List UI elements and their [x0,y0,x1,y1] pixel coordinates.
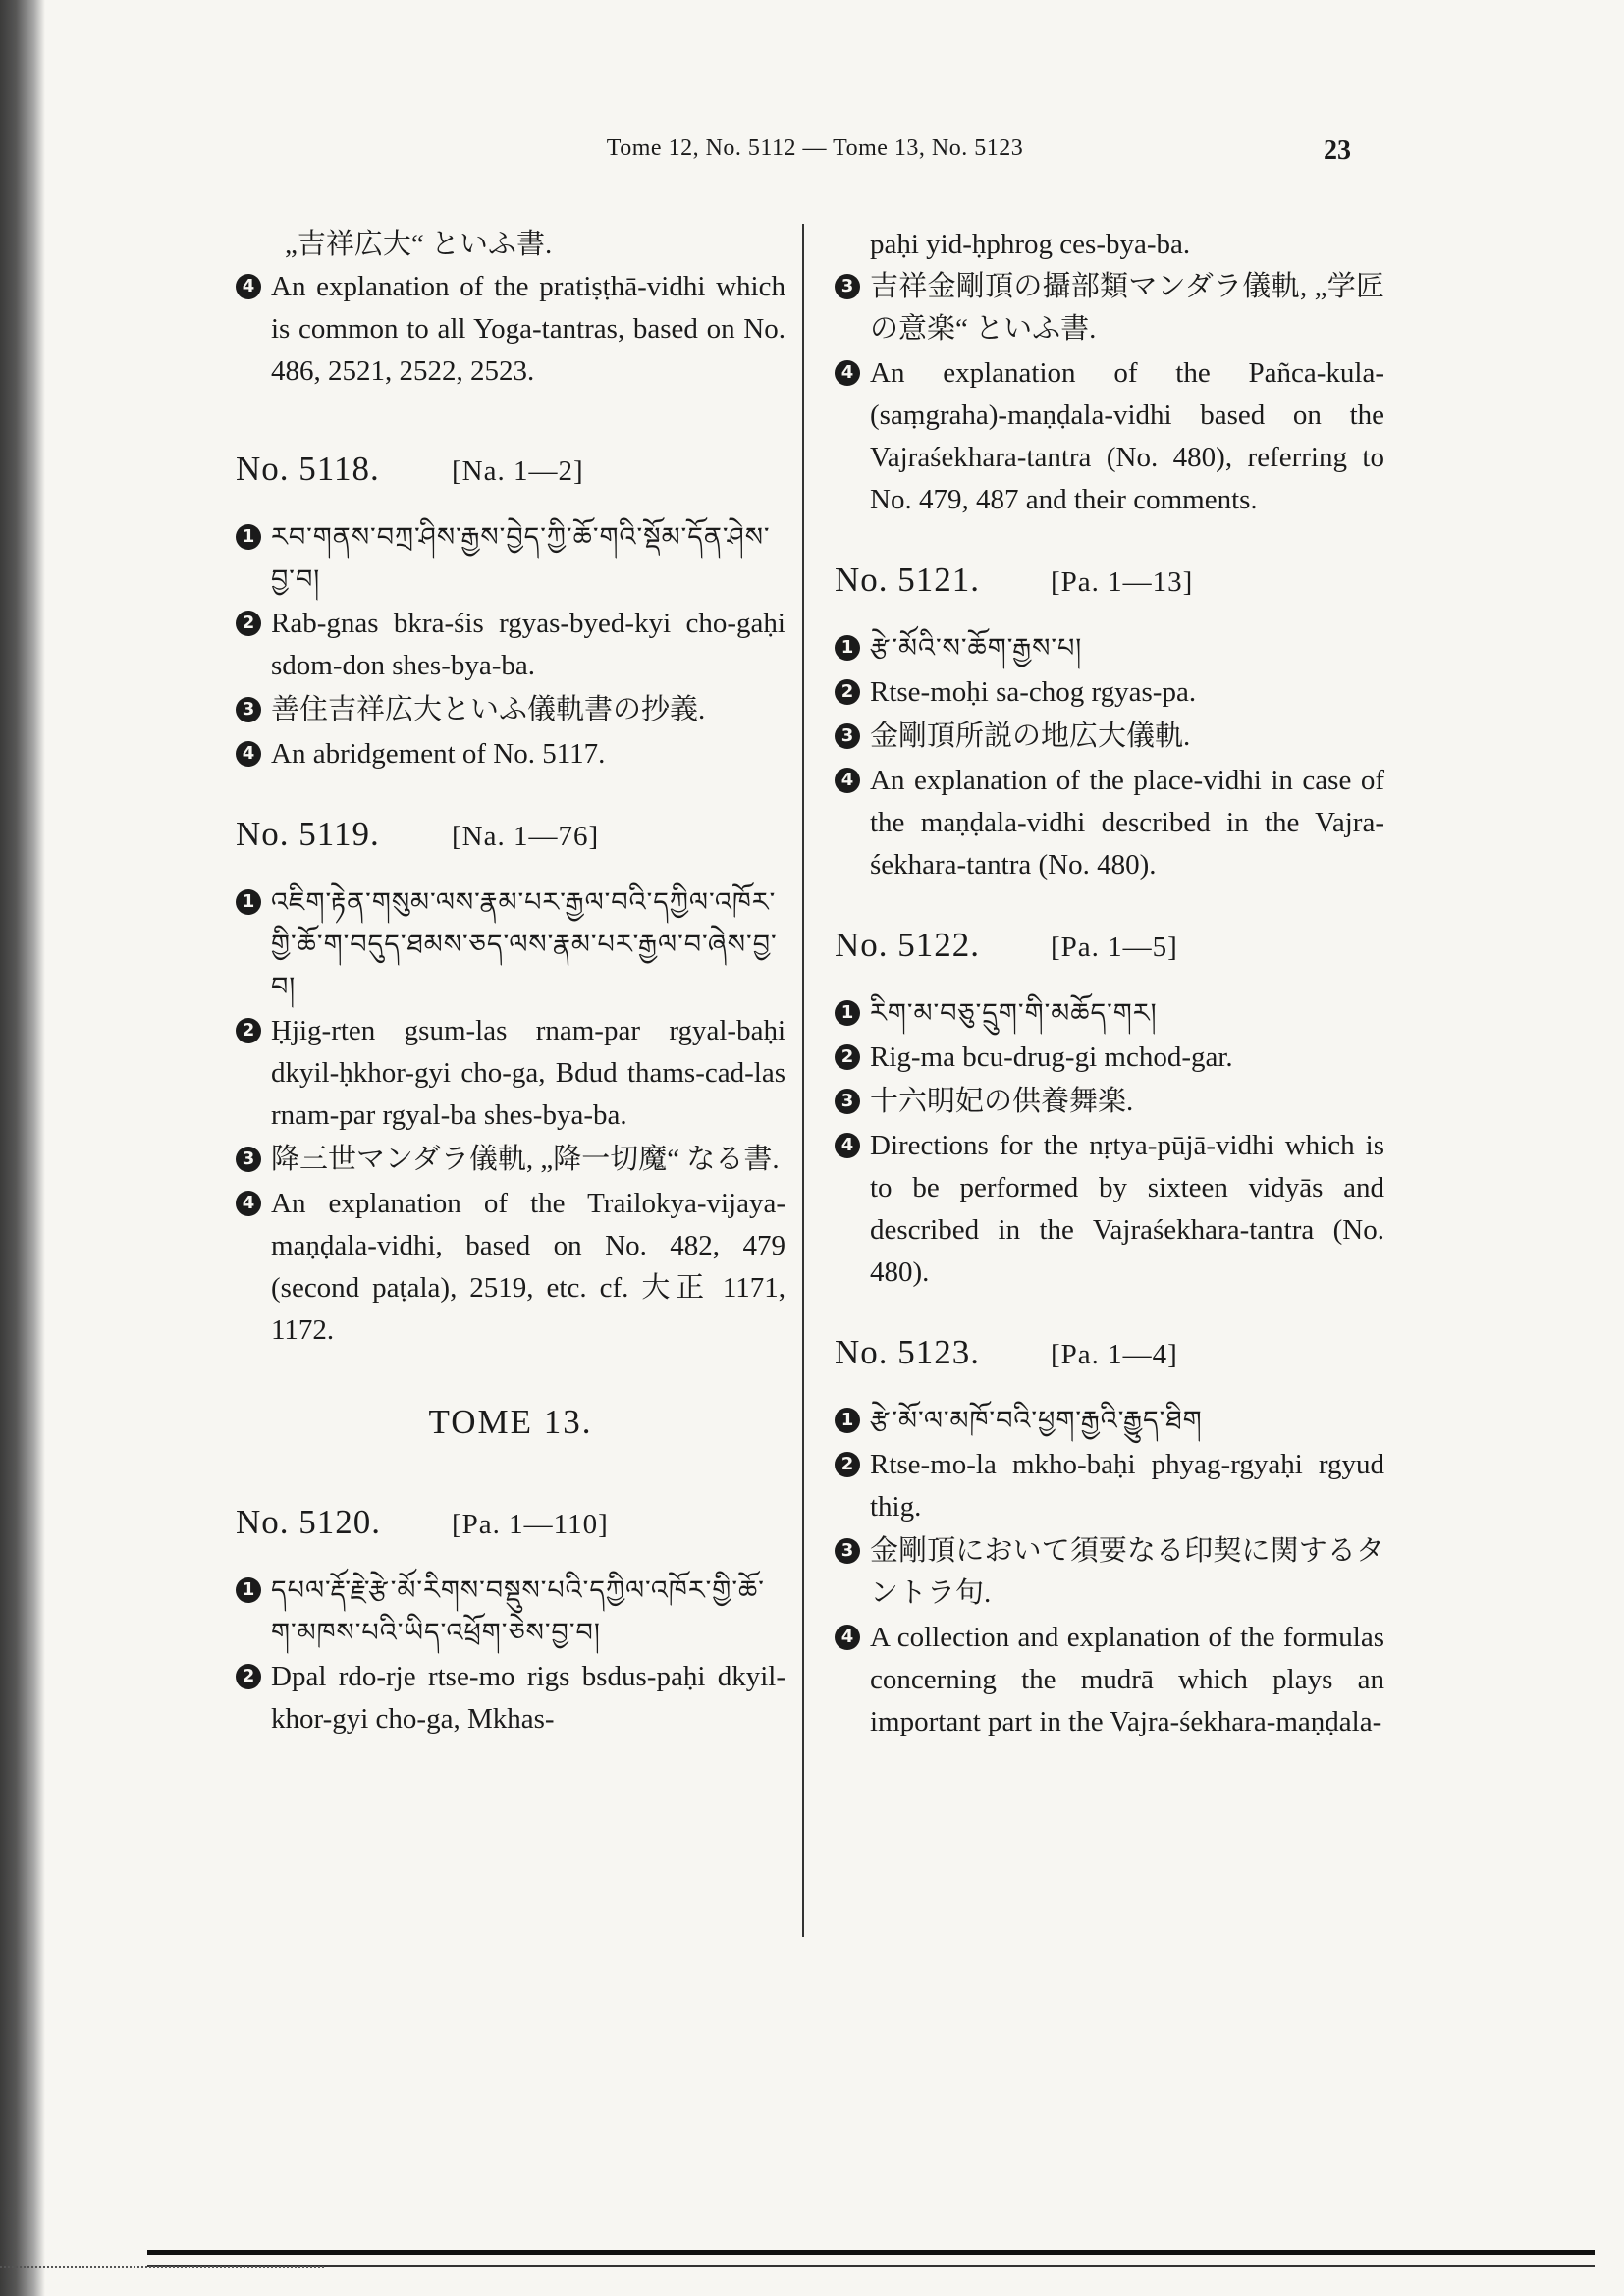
english-description: An explanation of the Pañca-kula-(saṃgraha)-maṇḍala-vidhi based on the Vajraśekhara-tantra (No. 480), referring to No. 479, 487 and their comments. [870,357,1384,515]
entry-reference: [Na. 1—76] [452,821,600,852]
marker-3: 3 [835,274,860,299]
tibetan-title: དཔལ་རྡོ་རྗེ་རྩེ་མོ་རིགས་བསྡུས་པའི་དཀྱིལ་འཁོར་གྱི་ཆོ་ག་མཁས་པའི་ཡིད་འཕྲོག་ཅེས་བྱ་བ། [271,1575,765,1648]
japanese-title: 金剛頂所説の地広大儀軌. [870,721,1191,752]
entry-reference: [Pa. 1—13] [1051,566,1194,598]
japanese-title: 十六明妃の供養舞楽. [870,1086,1134,1117]
list-item [835,760,1384,886]
list-item [835,1125,1384,1294]
romanized-title: Dpal rdo-rje rtse-mo rigs bsdus-paḥi dkyil-khor-gyi cho-ga, Mkhas- [271,1661,785,1735]
marker-1: 1 [236,1577,261,1603]
entry-title [835,561,1384,600]
marker-2: 2 [236,1664,261,1689]
left-column [236,224,785,1780]
list-item [236,1656,785,1740]
tome-heading: TOME 13. [428,1403,593,1441]
marker-4: 4 [835,768,860,793]
entry-number: No. 5121. [835,561,981,599]
entry-5119 [236,815,785,1352]
entry-title [835,926,1384,965]
entry-number: No. 5122. [835,926,981,964]
english-description: An abridgement of No. 5117. [271,738,606,770]
entry-reference: [Pa. 1—110] [452,1509,609,1540]
tibetan-title: རིག་མ་བཅུ་དྲུག་གི་མཆོད་གར། [870,998,1158,1029]
list-item [835,992,1384,1035]
entry-5118 [236,450,785,775]
marker-1: 1 [236,889,261,915]
entry-title [236,450,785,489]
romanized-title: Rig-ma bcu-drug-gi mchod-gar. [870,1041,1233,1073]
entry-title [236,1503,785,1542]
marker-4: 4 [236,741,261,767]
marker-3: 3 [236,1147,261,1172]
japanese-title: 降三世マンダラ儀軌, „降一切魔“ なる書. [271,1144,780,1175]
list-item [835,716,1384,758]
column-divider [802,224,804,1937]
tibetan-title: རྩེ་མོའི་ས་ཆོག་རྒྱས་པ། [870,633,1083,664]
entry-5120-continued [835,224,1384,521]
marker-3: 3 [236,697,261,722]
marker-1: 1 [835,1408,860,1433]
list-item [236,881,785,1008]
list-item [236,266,785,393]
entry-number: No. 5123. [835,1333,981,1371]
english-description: Directions for the nṛtya-pūjā-vidhi which is to be performed by sixteen vidyās and described in the Vajraśekhara-tantra (No. 480). [870,1130,1384,1288]
japanese-title: 善住吉祥広大といふ儀軌書の抄義. [271,694,706,725]
romanized-title: Rtse-mo-la mkho-baḥi phyag-rgyaḥi rgyud thig. [870,1449,1384,1522]
list-item [835,352,1384,521]
english-description: An explanation of the place-vidhi in case of the maṇḍala-vidhi described in the Vajra-śekhara-tantra (No. 480). [870,765,1384,881]
entry-title [835,1333,1384,1372]
marker-4: 4 [236,1191,261,1216]
entry-5123 [835,1333,1384,1743]
japanese-title: 吉祥金剛頂の攝部類マンダラ儀軌, „学匠の意楽“ といふ書. [870,271,1384,345]
bottom-dotted-rule [0,2266,324,2268]
list-item [835,671,1384,714]
entry-5120 [236,1503,785,1740]
marker-1: 1 [835,1000,860,1026]
entry-number: No. 5118. [236,450,380,488]
continuation-japanese: „吉祥広大“ といふ書. [285,229,553,260]
list-item [835,1400,1384,1442]
marker-3: 3 [835,723,860,749]
list-item [835,1081,1384,1123]
tibetan-title: འཇིག་རྟེན་གསུམ་ལས་རྣམ་པར་རྒྱལ་བའི་དཀྱིལ་འཁོར་གྱི་ཆོ་ག་བདུད་ཐམས་ཅད་ལས་རྣམ་པར་རྒྱལ་བ་ཞེས་བྱ་བ། [271,887,778,1002]
entry-reference: [Pa. 1—5] [1051,932,1178,963]
marker-3: 3 [835,1538,860,1564]
list-item [236,1570,785,1654]
marker-2: 2 [835,1452,860,1477]
list-item [236,689,785,731]
list-item [236,1183,785,1352]
scan-edge-shadow [0,0,45,2296]
marker-2: 2 [236,1018,261,1043]
english-description: A collection and explanation of the formulas concerning the mudrā which plays an important part in the Vajra-śekhara-maṇḍala- [870,1622,1384,1737]
list-item [835,627,1384,669]
list-item [236,1010,785,1137]
romanized-title: Ḥjig-rten gsum-las rnam-par rgyal-baḥi dkyil-ḥkhor-gyi cho-ga, Bdud thams-cad-las rnam-par rgyal-ba shes-bya-ba. [271,1015,785,1131]
tibetan-title: རབ་གནས་བཀྲ་ཤིས་རྒྱས་བྱེད་ཀྱི་ཆོ་གའི་སྡོམ་དོན་ཤེས་བྱ་བ། [271,522,771,595]
entry-number: No. 5120. [236,1503,382,1541]
marker-2: 2 [835,679,860,705]
running-header: Tome 12, No. 5112 — Tome 13, No. 5123 [606,135,1024,161]
marker-1: 1 [835,635,860,661]
list-item [835,1037,1384,1079]
page-number: 23 [1324,135,1351,166]
marker-2: 2 [236,611,261,636]
list-item [236,516,785,601]
entry-5121 [835,561,1384,886]
entry-reference: [Na. 1—2] [452,455,584,487]
list-item [236,603,785,687]
list-item [835,266,1384,350]
marker-3: 3 [835,1089,860,1114]
romanized-title-continued: paḥi yid-ḥphrog ces-bya-ba. [870,229,1191,260]
continuation-english: An explanation of the pratiṣṭhā-vidhi which is common to all Yoga-tantras, based on No. 486, 2521, 2522, 2523. [271,271,785,387]
list-item [236,1139,785,1181]
marker-1: 1 [236,524,261,550]
entry-5122 [835,926,1384,1294]
marker-4: 4 [835,1625,860,1650]
entry-reference: [Pa. 1—4] [1051,1339,1178,1370]
tibetan-title: རྩེ་མོ་ལ་མཁོ་བའི་ཕྱག་རྒྱའི་རྒྱུད་ཐིག [870,1406,1203,1436]
entry-number: No. 5119. [236,815,380,853]
entry-title [236,815,785,854]
romanized-title: Rtse-moḥi sa-chog rgyas-pa. [870,676,1197,708]
list-item [236,733,785,775]
list-item [835,1617,1384,1743]
right-column [835,224,1384,1783]
marker-2: 2 [835,1044,860,1070]
list-item [835,1530,1384,1615]
english-description: An explanation of the Trailokya-vijaya-maṇḍala-vidhi, based on No. 482, 479 (second paṭala), 2519, etc. cf. 大正 1171, 1172. [271,1188,785,1346]
romanized-title: Rab-gnas bkra-śis rgyas-byed-kyi cho-gaḥi sdom-don shes-bya-ba. [271,608,785,681]
japanese-title: 金剛頂において須要なる印契に関するタントラ句. [870,1535,1384,1609]
marker-4: 4 [835,1133,860,1158]
bottom-rule [147,2250,1595,2267]
marker-4: 4 [835,360,860,386]
marker-4: 4 [236,274,261,299]
list-item [835,1444,1384,1528]
